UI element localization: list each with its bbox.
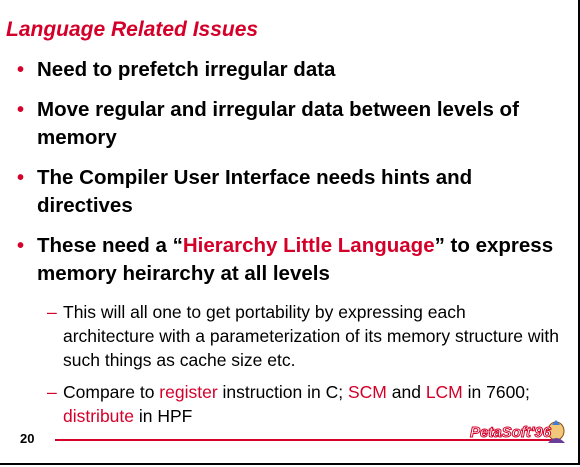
bullet-marker: •	[17, 235, 25, 257]
slide-title: Language Related Issues	[6, 18, 259, 41]
page-number: 20	[20, 431, 35, 446]
highlight-term: distribute	[63, 406, 135, 426]
bullet-marker: •	[17, 99, 25, 121]
text-segment: and	[386, 382, 426, 402]
bullet-text-pre: These need a “	[37, 234, 183, 257]
text-segment: in HPF	[134, 406, 193, 426]
bullet-text	[37, 234, 553, 285]
logo-wordmark: PetaSoft'96	[470, 424, 552, 441]
highlight-term: SCM	[347, 382, 387, 402]
highlight-term: Hierarchy Little Language	[182, 234, 435, 257]
sub-bullet-text	[63, 382, 530, 426]
petasoft-logo	[468, 419, 572, 447]
highlight-term: register	[159, 382, 218, 402]
bullet-text: Need to prefetch irregular data	[37, 58, 336, 81]
highlight-term: LCM	[425, 382, 463, 402]
sub-bullet-marker: –	[47, 382, 57, 402]
bullet-marker: •	[17, 59, 25, 81]
bullet-text: Move regular and irregular data between levels of memory	[37, 98, 519, 149]
sub-bullet-marker: –	[47, 302, 57, 322]
bullet-item	[0, 56, 560, 84]
bullet-marker: •	[17, 167, 25, 189]
bullet-item	[0, 164, 560, 220]
sub-bullet-text: This will all one to get portability by expressing each architecture with a parameterization of its memory structure with such things as cache size etc.	[63, 302, 560, 370]
bullet-list	[0, 56, 560, 436]
bullet-text-post: ” to express memory heirarchy at all levels	[37, 234, 554, 285]
text-segment: in 7600;	[462, 382, 530, 402]
bullet-item	[0, 232, 560, 288]
text-segment: instruction in C;	[217, 382, 348, 402]
sub-bullet-item	[0, 300, 560, 372]
text-segment: Compare to	[63, 382, 160, 402]
bullet-text: The Compiler User Interface needs hints and directives	[37, 166, 473, 217]
bullet-item	[0, 96, 560, 152]
